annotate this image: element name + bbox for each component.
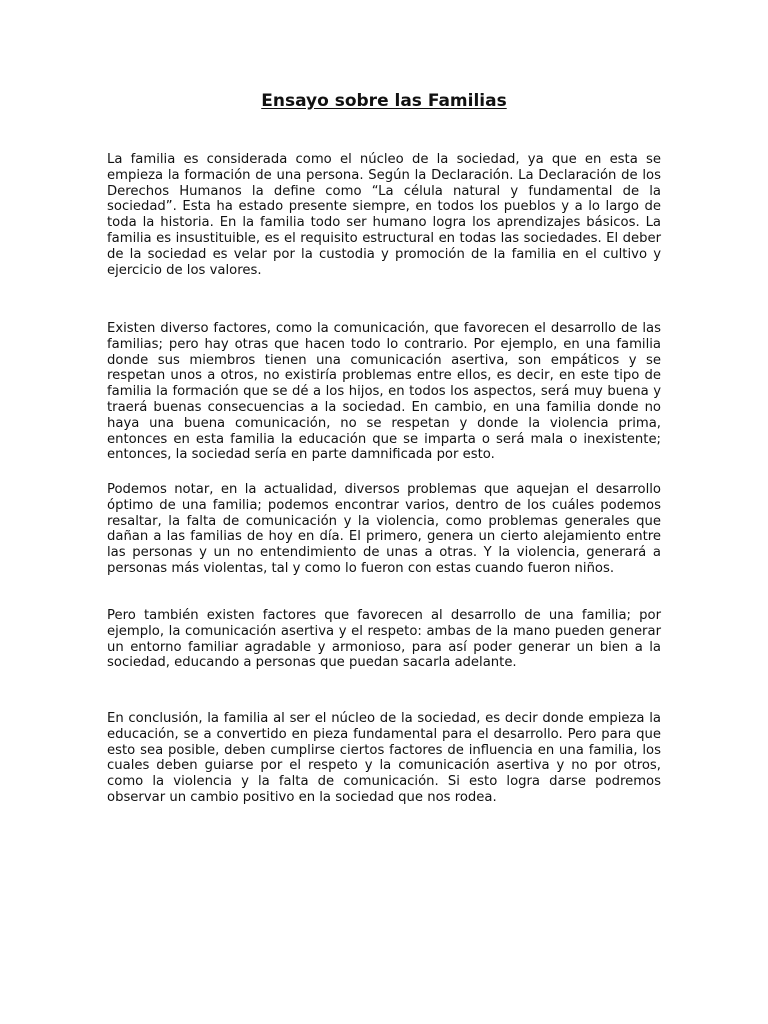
paragraph-factors: Existen diverso factores, como la comunicación, que favorecen el desarrollo de las familias; pero hay otras que hacen todo lo contrario. Por ejemplo, en una familia donde sus miembros tienen una comunicación asertiva, son empáticos y se respetan unos a otros, no existiría problemas entre ellos, es decir, en este tipo de familia la formación que se dé a los hijos, en todos los aspectos, será muy buena y traerá buenas consecuencias a la sociedad. En cambio, en una familia donde no haya una buena comunicación, no se respetan y donde la violencia prima, entonces en esta familia la educación que se imparta o será mala o inexistente; entonces, la sociedad sería en parte damnificada por esto.	[107, 321, 661, 463]
document-title: Ensayo sobre las Familias	[261, 91, 507, 111]
paragraph-problems: Podemos notar, en la actualidad, diversos problemas que aquejan el desarrollo óptimo de una familia; podemos encontrar varios, dentro de los cuáles podemos resaltar, la falta de comunicación y la violencia, como problemas generales que dañan a las familias de hoy en día. El primero, genera un cierto alejamiento entre las personas y un no entendimiento de unas a otras. Y la violencia, generará a personas más violentas, tal y como lo fueron con estas cuando fueron niños.	[107, 482, 661, 576]
paragraph-favorable-factors: Pero también existen factores que favorecen al desarrollo de una familia; por ejemplo, la comunicación asertiva y el respeto: ambas de la mano pueden generar un entorno familiar agradable y armonioso, para así poder generar un bien a la sociedad, educando a personas que puedan sacarla adelante.	[107, 608, 661, 671]
paragraph-conclusion: En conclusión, la familia al ser el núcleo de la sociedad, es decir donde empieza la educación, se a convertido en pieza fundamental para el desarrollo. Pero para que esto sea posible, deben cumplirse ciertos factores de influencia en una familia, los cuales deben guiarse por el respeto y la comunicación asertiva y no por otros, como la violencia y la falta de comunicación. Si esto logra darse podremos observar un cambio positivo en la sociedad que nos rodea.	[107, 711, 661, 805]
paragraph-introduction: La familia es considerada como el núcleo de la sociedad, ya que en esta se empieza la formación de una persona. Según la Declaración. La Declaración de los Derechos Humanos la define como “La célula natural y fundamental de la sociedad”. Esta ha estado presente siempre, en todos los pueblos y a lo largo de toda la historia. En la familia todo ser humano logra los aprendizajes básicos. La familia es insustituible, es el requisito estructural en todas las sociedades. El deber de la sociedad es velar por la custodia y promoción de la familia en el cultivo y ejercicio de los valores.	[107, 152, 661, 278]
